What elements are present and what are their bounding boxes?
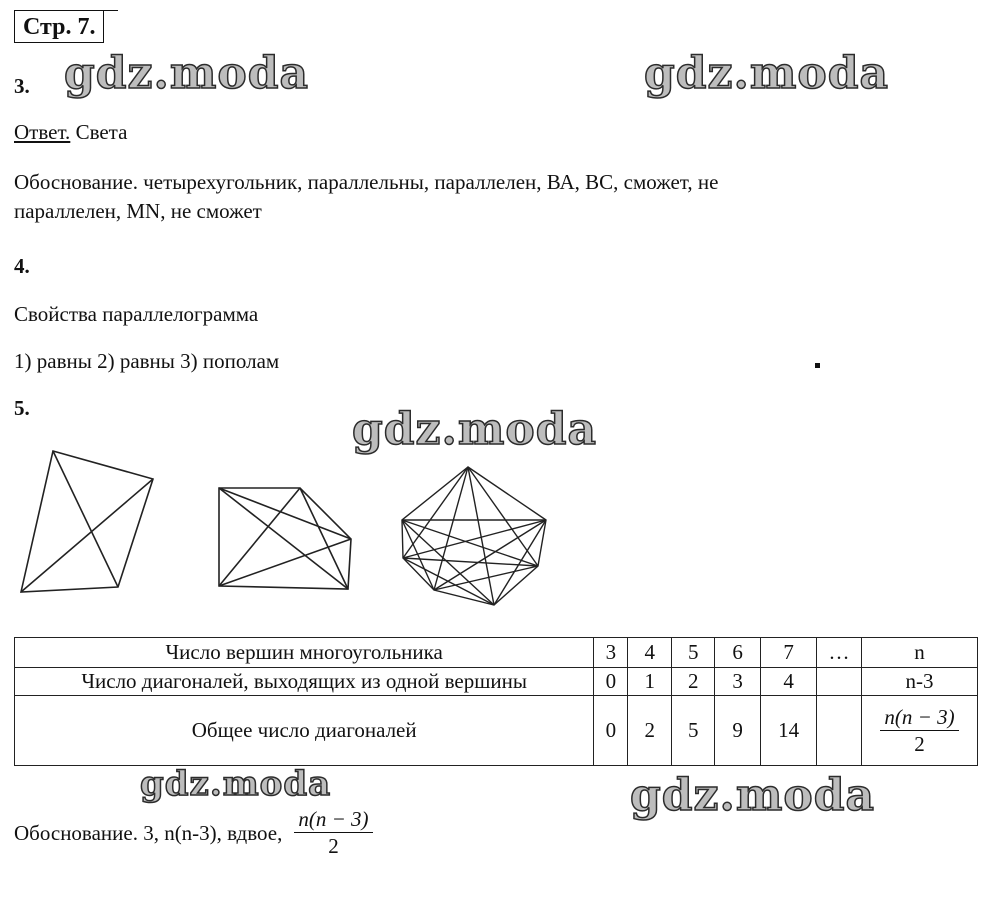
table-cell: 4 (628, 638, 672, 668)
task-5-reason (14, 806, 373, 859)
table-cell: 6 (715, 638, 761, 668)
table-cell: 14 (761, 696, 817, 766)
polygon-diagrams (0, 440, 560, 620)
quadrilateral-diagram (21, 451, 153, 592)
row-label: Общее число диагоналей (15, 696, 594, 766)
watermark: gdz.moda (630, 770, 876, 821)
table-cell (817, 696, 862, 766)
table-row-vertices (15, 638, 978, 668)
page-label: Стр. 7. (14, 10, 104, 43)
task-3-reason-line-2: параллелен, MN, не сможет (14, 199, 262, 223)
formula-denominator: 2 (914, 732, 925, 756)
task-3-number: 3. (14, 74, 30, 98)
table-cell: 5 (672, 696, 715, 766)
table-cell: 3 (594, 638, 628, 668)
task-3-reason-line-1: Обоснование. четырехугольник, параллельны, параллелен, ВА, ВС, сможет, не (14, 170, 719, 194)
reason-formula (294, 806, 372, 859)
task-4-number: 4. (14, 254, 30, 278)
diagonals-formula (880, 704, 958, 757)
answer-label: Ответ. (14, 120, 71, 144)
table-cell: 5 (672, 638, 715, 668)
table-cell: 9 (715, 696, 761, 766)
reason-denominator: 2 (328, 834, 339, 858)
task-4-items: 1) равны 2) равны 3) пополам (14, 349, 280, 373)
watermark: gdz.moda (352, 404, 598, 455)
answer-value: Света (70, 120, 128, 144)
row-label: Число диагоналей, выходящих из одной вершины (15, 668, 594, 696)
table-cell: 2 (672, 668, 715, 696)
watermark: gdz.moda (644, 48, 890, 99)
task-5-reason-text: Обоснование. 3, n(n-3), вдвое, (14, 820, 283, 845)
task-4-heading: Свойства параллелограмма (14, 302, 259, 326)
diagonals-table (14, 637, 978, 766)
table-cell: 4 (761, 668, 817, 696)
table-row-diagonals-from-vertex (15, 668, 978, 696)
reason-numerator: n(n − 3) (294, 806, 372, 833)
pentagon-diagram (219, 488, 351, 589)
heptagon-diagram (402, 467, 546, 605)
table-cell (817, 668, 862, 696)
table-cell: 1 (628, 668, 672, 696)
table-cell: 0 (594, 696, 628, 766)
table-cell: … (817, 638, 862, 668)
table-row-total-diagonals (15, 696, 978, 766)
stray-dot (815, 363, 820, 368)
task-5-number: 5. (14, 396, 30, 420)
task-3-answer (14, 118, 127, 146)
watermark: gdz.moda (64, 48, 310, 99)
row-label: Число вершин многоугольника (15, 638, 594, 668)
table-cell: n (862, 638, 978, 668)
table-cell: 0 (594, 668, 628, 696)
formula-numerator: n(n − 3) (880, 704, 958, 731)
formula-cell (862, 696, 978, 766)
table-cell: n-3 (862, 668, 978, 696)
table-cell: 3 (715, 668, 761, 696)
table-cell: 2 (628, 696, 672, 766)
watermark: gdz.moda (140, 764, 332, 804)
table-cell: 7 (761, 638, 817, 668)
